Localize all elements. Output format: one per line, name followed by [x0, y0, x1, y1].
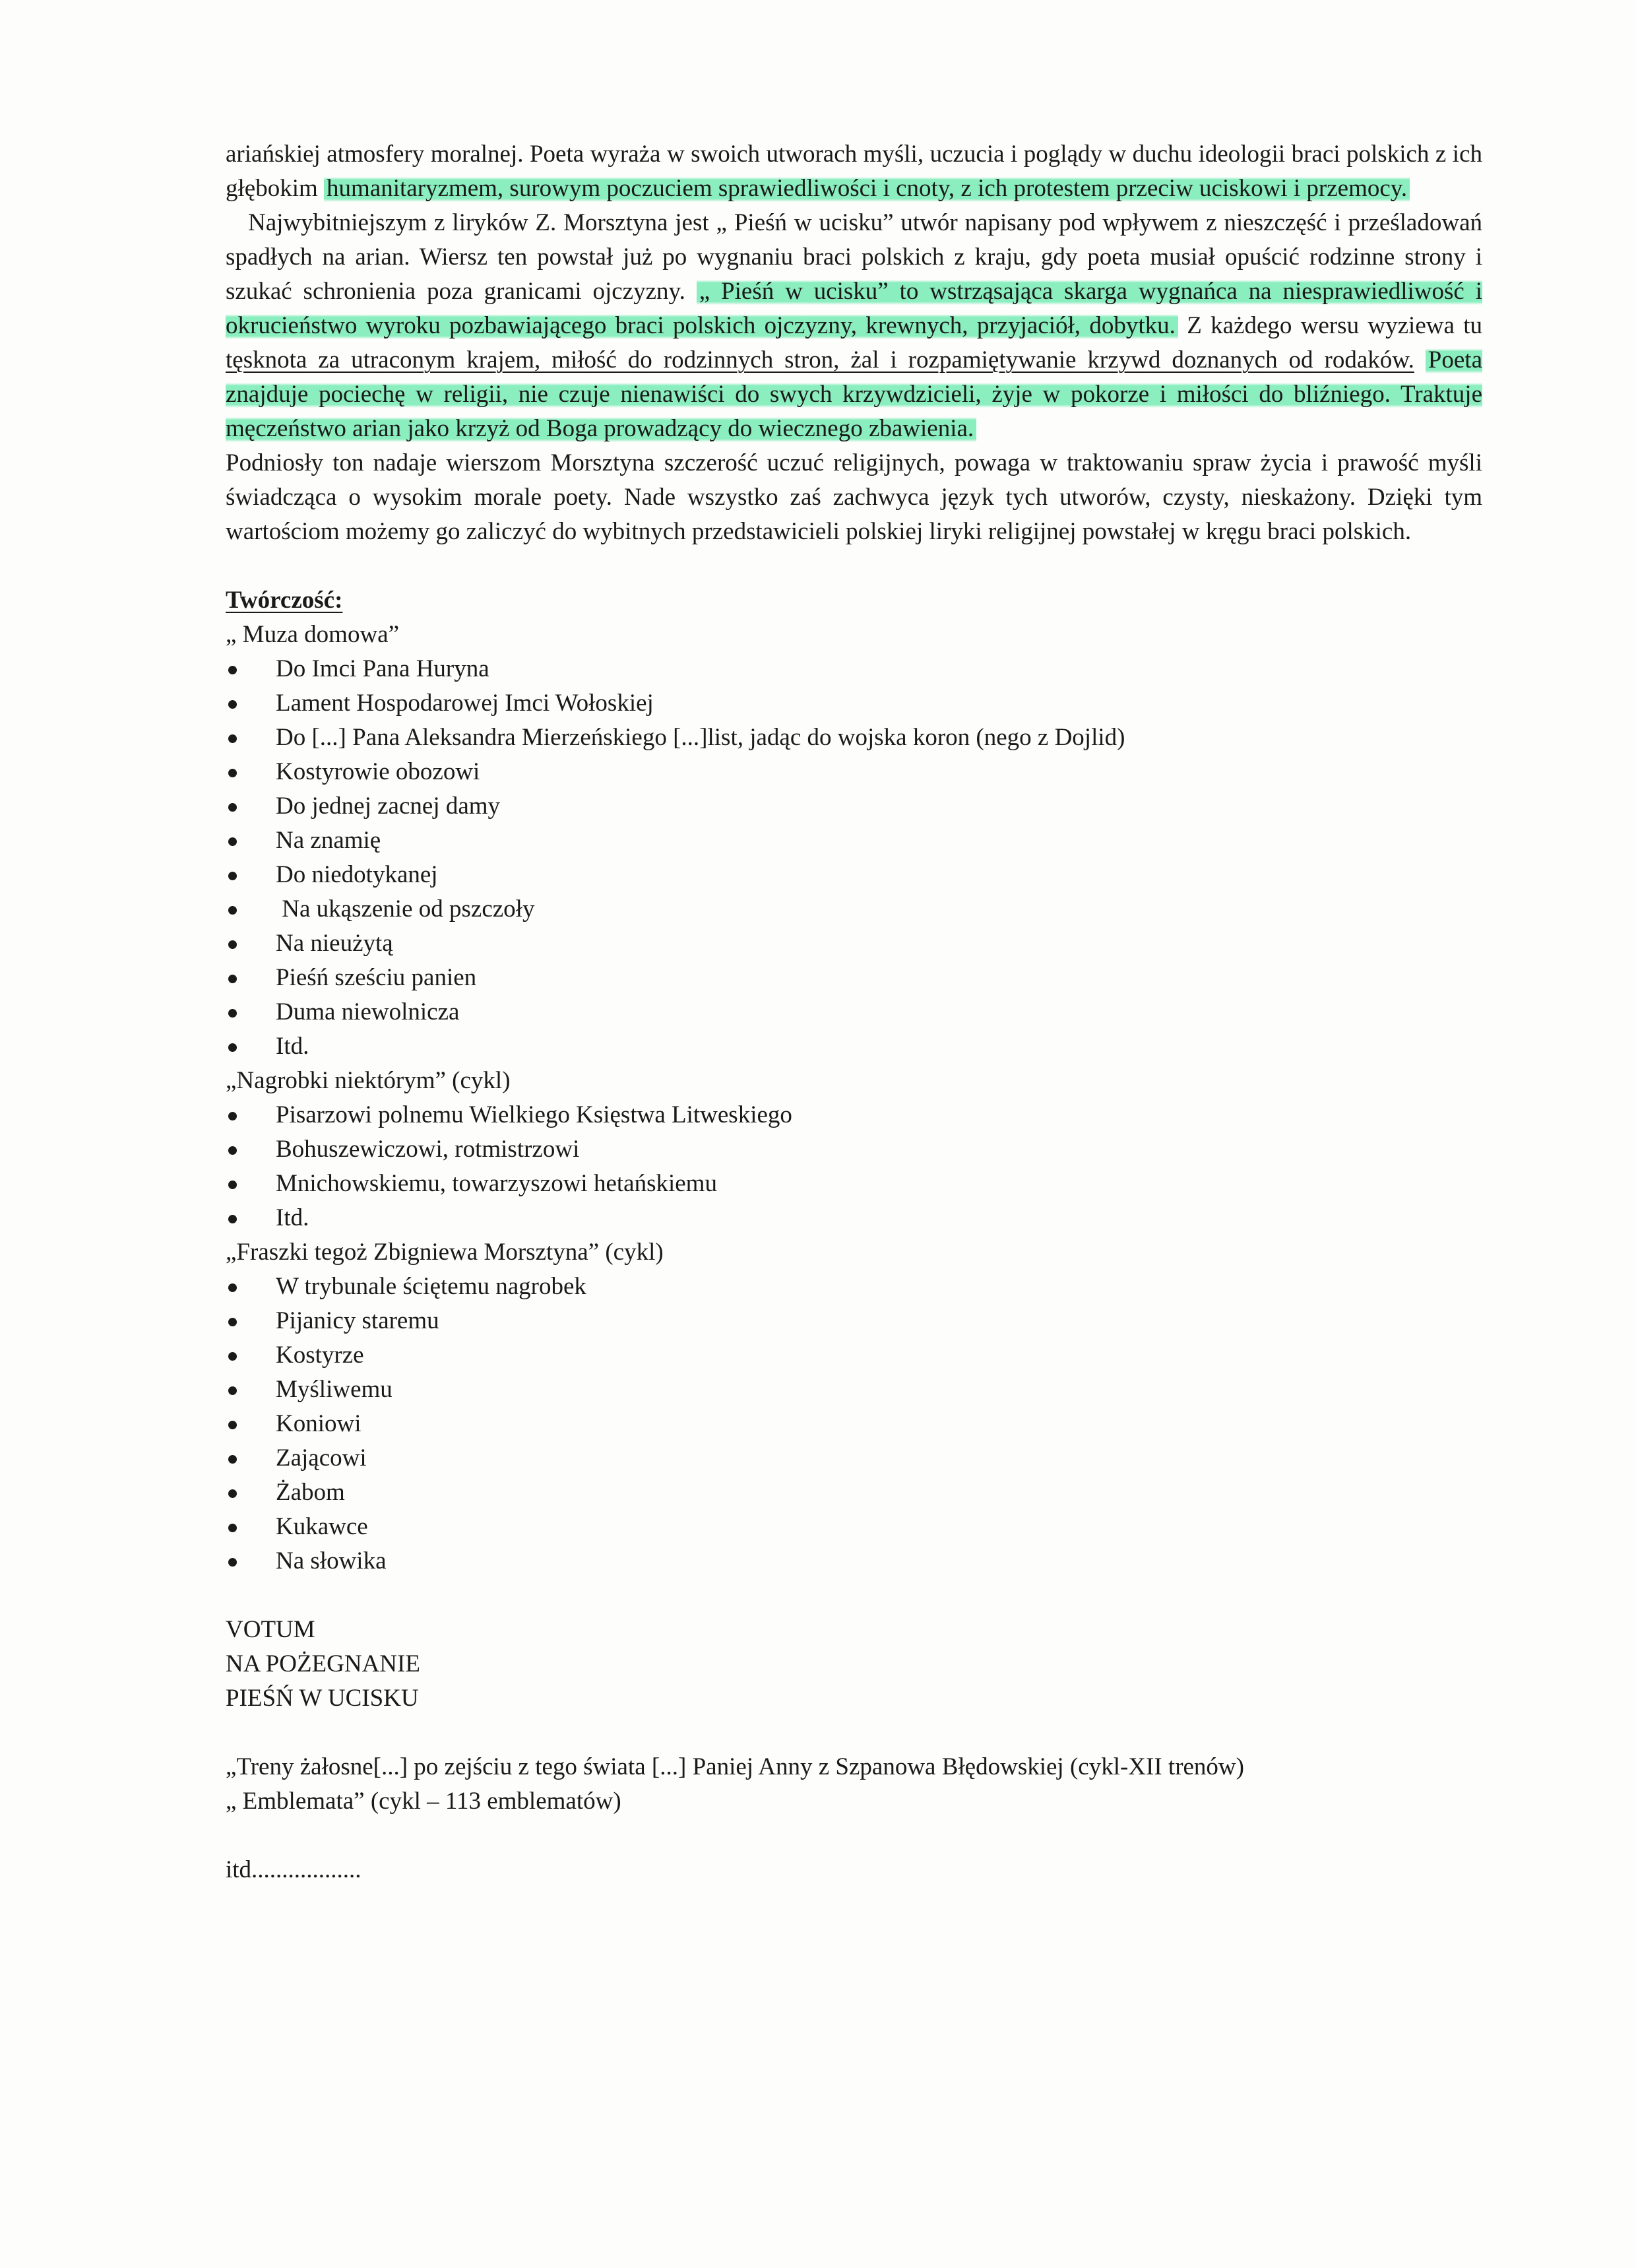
votum-line: NA POŻEGNANIE: [226, 1650, 420, 1677]
works-group-fraszki: [226, 1235, 1482, 1578]
itd-line: itd..................: [226, 1856, 362, 1883]
works-heading: Twórczość:: [226, 587, 343, 614]
paragraph-text: Najwybitniejszym z liryków Z. Morsztyna jest „ Pieśń w ucisku” utwór napisany pod wpływem z nieszczęść i prześladowań spadłych na arian. Wiersz ten powstał już po wygnaniu braci polskich z kraju, gdy poeta musiał opuścić rodzinne strony i szukać schronienia poza granicami ojczyzny.: [226, 209, 1482, 305]
list-item: Duma niewolnicza: [226, 995, 1482, 1029]
paragraph-piesn-w-ucisku: [226, 206, 1482, 446]
list-item: Do [...] Pana Aleksandra Mierzeńskiego [...]list, jadąc do wojska koron (nego z Dojlid): [226, 721, 1482, 755]
works-list: [226, 652, 1482, 1064]
list-item: Pijanicy staremu: [226, 1304, 1482, 1338]
works-group-muza-domowa: [226, 618, 1482, 1064]
list-item: Na słowika: [226, 1544, 1482, 1578]
paragraph-text: [1414, 346, 1426, 373]
list-item: Bohuszewiczowi, rotmistrzowi: [226, 1132, 1482, 1167]
document-body: [226, 137, 1482, 1887]
list-item: Do niedotykanej: [226, 858, 1482, 892]
list-item: Kostyrze: [226, 1338, 1482, 1373]
list-item: Na znamię: [226, 824, 1482, 858]
paragraph-ideology: [226, 137, 1482, 206]
works-group-nagrobki: [226, 1064, 1482, 1235]
list-item: Koniowi: [226, 1407, 1482, 1441]
list-item: Mnichowskiemu, towarzyszowi hetańskiemu: [226, 1167, 1482, 1201]
other-work-line: „ Emblemata” (cykl – 113 emblematów): [226, 1788, 621, 1815]
list-item: Na ukąszenie od pszczoły: [226, 892, 1482, 926]
list-item: W trybunale ściętemu nagrobek: [226, 1270, 1482, 1304]
list-item: Kukawce: [226, 1510, 1482, 1544]
underlined-text: tęsknota za utraconym krajem, miłość do rodzinnych stron, żal i rozpamiętywanie krzywd doznanych od rodaków.: [226, 346, 1414, 373]
group-title: „Fraszki tegoż Zbigniewa Morsztyna” (cykl): [226, 1239, 664, 1266]
paragraph-text: Z każdego wersu wyziewa tu: [1178, 312, 1483, 339]
votum-line: PIEŚŃ W UCISKU: [226, 1685, 419, 1712]
other-works: [226, 1750, 1482, 1819]
works-list: [226, 1098, 1482, 1235]
group-title: „ Muza domowa”: [226, 621, 400, 648]
votum-block: [226, 1613, 1482, 1716]
list-item: Myśliwemu: [226, 1373, 1482, 1407]
list-item: Kostyrowie obozowi: [226, 755, 1482, 789]
list-item: Na nieużytą: [226, 926, 1482, 961]
highlighted-text: „ Pieśń w ucisku” to wstrząsająca skarga wygnańca na niesprawiedliwość i okrucieństwo wyroku pozbawiającego braci polskich ojczyzny, krewnych, przyjaciół, dobytku.: [226, 278, 1482, 339]
highlighted-text: Poeta znajduje pociechę w religii, nie czuje nienawiści do swych krzywdzicieli, żyje w pokorze i miłości do bliźniego. Traktuje męczeństwo arian jako krzyż od Boga prowadzący do wiecznego zbawienia.: [226, 346, 1482, 442]
list-item: Pisarzowi polnemu Wielkiego Księstwa Litweskiego: [226, 1098, 1482, 1132]
paragraph-text: ariańskiej atmosfery moralnej. Poeta wyraża w swoich utworach myśli, uczucia i poglądy w duchu ideologii braci polskich z ich głębokim: [226, 141, 1482, 202]
works-list: [226, 1270, 1482, 1578]
highlighted-text: humanitaryzmem, surowym poczuciem sprawiedliwości i cnoty, z ich protestem przeciw uciskowi i przemocy.: [324, 175, 1410, 202]
list-item: Zającowi: [226, 1441, 1482, 1475]
list-item: Lament Hospodarowej Imci Wołoskiej: [226, 686, 1482, 721]
votum-line: VOTUM: [226, 1616, 315, 1643]
other-work-line: „Treny żałosne[...] po zejściu z tego świata [...] Paniej Anny z Szpanowa Błędowskiej (cykl-XII trenów): [226, 1753, 1244, 1780]
list-item: Do jednej zacnej damy: [226, 789, 1482, 824]
paragraph-summary: Podniosły ton nadaje wierszom Morsztyna szczerość uczuć religijnych, powaga w traktowaniu spraw życia i prawość myśli świadcząca o wysokim morale poety. Nade wszystko zaś zachwyca język tych utworów, czysty, nieskażony. Dzięki tym wartościom możemy go zaliczyć do wybitnych przedstawicieli polskiej liryki religijnej powstałej w kręgu braci polskich.: [226, 449, 1482, 545]
list-item: Pieśń sześciu panien: [226, 961, 1482, 995]
list-item: Żabom: [226, 1475, 1482, 1510]
list-item: Do Imci Pana Huryna: [226, 652, 1482, 686]
group-title: „Nagrobki niektórym” (cykl): [226, 1067, 511, 1094]
list-item: Itd.: [226, 1029, 1482, 1064]
list-item: Itd.: [226, 1201, 1482, 1235]
